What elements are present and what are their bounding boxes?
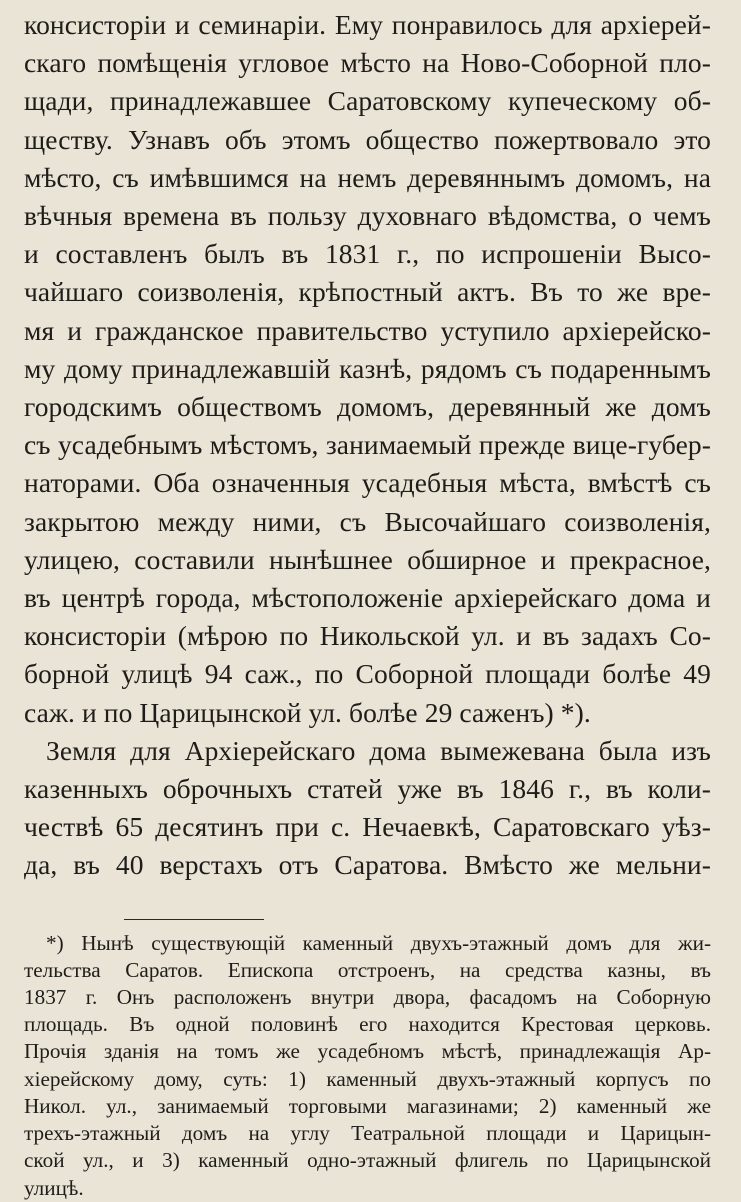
footnote-line: 1837 г. Онъ расположенъ внутри двора, фасадомъ на Соборную	[24, 985, 711, 1010]
text-line: казенныхъ оброчныхъ статей уже въ 1846 г., въ коли-	[24, 773, 711, 805]
text-line: чествѣ 65 десятинъ при с. Нечаевкѣ, Саратовскаго уѣз-	[24, 811, 711, 843]
footnote-line: площадь. Въ одной половинѣ его находится Крестовая церковь.	[24, 1012, 711, 1037]
text-line: консисторіи и семинаріи. Ему понравилось для архіерей-	[24, 9, 711, 40]
text-line: Земля для Архіерейскаго дома вымежевана была изъ	[46, 734, 711, 766]
text-line: щади, принадлежавшее Саратовскому купеческому об-	[24, 85, 711, 117]
main-text-block	[24, 6, 711, 885]
footnote-line: Прочія зданія на томъ же усадебномъ мѣстѣ, принадлежащія Ар-	[24, 1039, 711, 1064]
footnote-line: ской ул., и 3) каменный одно-этажный флигель по Царицынской	[24, 1148, 711, 1173]
text-line: съ усадебнымъ мѣстомъ, занимаемый прежде вице-губер-	[24, 429, 711, 461]
footnote-line: тельства Саратов. Епископа отстроенъ, на средства казны, въ	[24, 957, 711, 982]
text-line: чайшаго соизволенія, крѣпостный актъ. Въ то же вре-	[24, 276, 711, 308]
text-line: мѣсто, съ имѣвшимся на немъ деревяннымъ домомъ, на	[24, 161, 711, 193]
text-line: закрытою между ними, съ Высочайшаго соизволенія,	[24, 505, 711, 537]
text-line: и составленъ былъ въ 1831 г., по испрошеніи Высо-	[24, 238, 711, 270]
text-line: скаго помѣщенія угловое мѣсто на Ново-Соборной пло-	[24, 47, 711, 79]
text-line: наторами. Оба означенныя усадебныя мѣста, вмѣстѣ съ	[24, 467, 711, 499]
footnote-line: трехъ-этажный домъ на углу Театральной площади и Царицын-	[24, 1121, 711, 1146]
text-line: да, въ 40 верстахъ отъ Саратова. Вмѣсто же мельни-	[24, 849, 711, 881]
footnote-line: хіерейскому дому, суть: 1) каменный двухъ-этажный корпусъ по	[24, 1066, 711, 1091]
text-line: консисторіи (мѣрою по Никольской ул. и въ задахъ Со-	[24, 620, 711, 652]
text-line: вѣчныя времена въ пользу духовнаго вѣдомства, о чемъ	[24, 200, 711, 232]
text-line: улицею, составили нынѣшнее обширное и прекрасное,	[24, 543, 711, 575]
footnote-line: Никол. ул., занимаемый торговыми магазинами; 2) каменный же	[24, 1093, 711, 1118]
text-line: борной улицѣ 94 саж., по Соборной площади болѣе 49	[24, 658, 711, 690]
text-line: му дому принадлежавшій казнѣ, рядомъ съ подареннымъ	[24, 352, 711, 384]
text-line: въ центрѣ города, мѣстоположеніе архіерейскаго дома и	[24, 582, 711, 614]
text-line: ществу. Узнавъ объ этомъ общество пожертвовало это	[24, 123, 711, 155]
text-line: мя и гражданское правительство уступило архіерейско-	[24, 314, 711, 346]
footnote-line: *) Нынѣ существующій каменный двухъ-этажный домъ для жи-	[46, 930, 711, 955]
footnote-separator	[124, 919, 264, 920]
footnote-line: улицѣ.	[24, 1175, 84, 1200]
footnote-block	[24, 930, 711, 1202]
text-line: городскимъ обществомъ домомъ, деревянный же домъ	[24, 391, 711, 423]
text-line: саж. и по Царицынской ул. болѣе 29 саженъ) *).	[24, 696, 591, 728]
